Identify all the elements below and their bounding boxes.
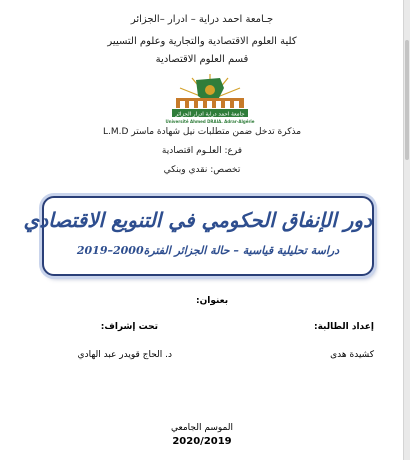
faculty-name: كلية العلوم الاقتصادية والتجارية وعلوم التسيير [107,36,297,47]
memo-line: مذكرة تدخل ضمن متطلبات نيل شهادة ماستر L.M.D [102,127,302,137]
university-name: جـامعة احمد دراية – ادرار –الجزائر [130,14,274,25]
department-name: قسم العلوم الاقتصادية [155,54,249,65]
student-name: كشيدة هدى [330,350,374,360]
prepared-by-label: إعداد الطالبة: [314,322,374,332]
university-logo-graphic [162,70,258,126]
vertical-scrollbar[interactable] [403,0,410,460]
specialty-line: تخصص: نقدي وبنكي [163,165,241,175]
scrollbar-thumb[interactable] [405,40,409,160]
thesis-title: دور الإنفاق الحكومي في التنويع الاقتصادي [23,208,372,232]
title-frame [23,196,374,276]
supervisor-label: تحت إشراف: [100,322,158,332]
thesis-subtitle: دراسة تحليلية قياسية – حالة الجزائر الفترة2000–2019 [76,244,340,257]
supervisor-name: د. الحاج قويدر عبد الهادي [77,350,172,360]
logo-arabic-text: جامعة احمد دراية ادرار الجزائر [175,111,245,118]
logo-latin-text: Université Ahmed DRAIA. Adrar-Algérie [165,119,255,124]
academic-year-label: الموسم الجامعي [171,423,233,433]
university-logo [162,70,258,126]
academic-year: 2020/2019 [172,436,232,447]
branch-line: فرع: العلـوم اقتصادية [161,146,243,156]
by-label: بعنوان: [196,296,229,306]
